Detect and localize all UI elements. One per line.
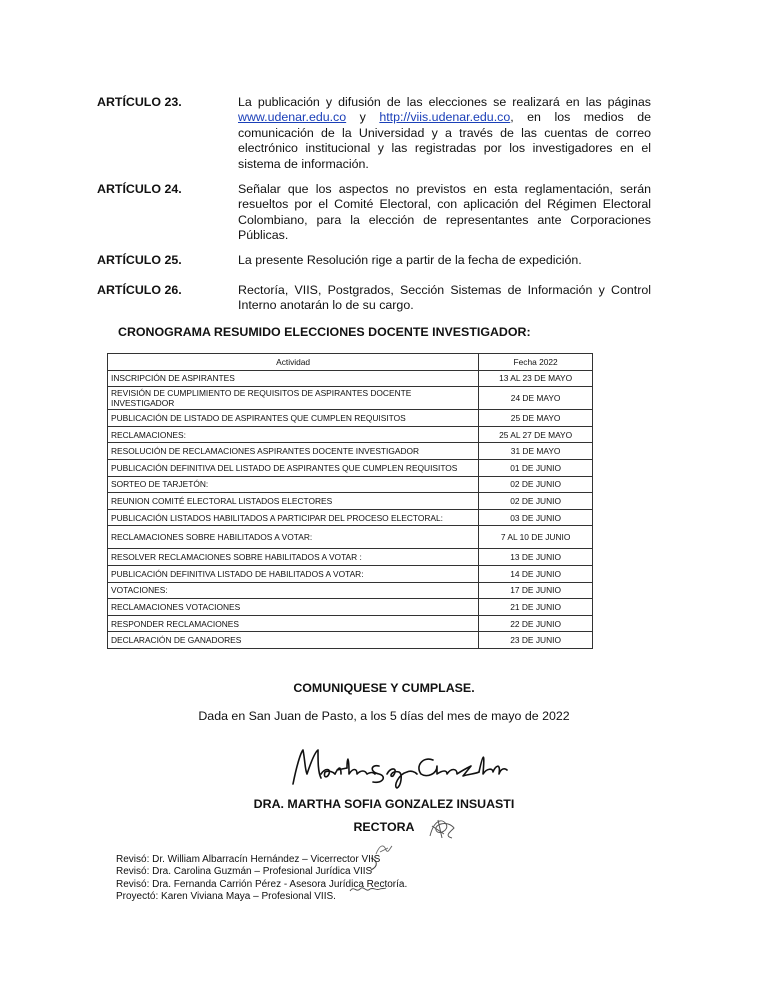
actividad-cell: RESOLVER RECLAMACIONES SOBRE HABILITADOS A VOTAR : (108, 549, 479, 566)
actividad-cell: PUBLICACIÓN LISTADOS HABILITADOS A PARTICIPAR DEL PROCESO ELECTORAL: (108, 509, 479, 526)
table-row (108, 599, 593, 616)
actividad-cell: PUBLICACIÓN DEFINITIVA LISTADO DE HABILITADOS A VOTAR: (108, 565, 479, 582)
header-fecha: Fecha 2022 (479, 354, 593, 371)
table-row (108, 493, 593, 510)
table-row (108, 459, 593, 476)
review-line: Revisó: Dr. William Albarracín Hernández – Vicerrector VIIS (116, 854, 381, 865)
rector-signature (287, 744, 512, 790)
dada-en-text: Dada en San Juan de Pasto, a los 5 días del mes de mayo de 2022 (198, 709, 570, 723)
article-text-part: La publicación y difusión de las elecciones se realizará en las páginas (238, 95, 651, 109)
fecha-cell: 01 DE JUNIO (479, 459, 593, 476)
fecha-cell: 13 DE JUNIO (479, 549, 593, 566)
fecha-cell: 03 DE JUNIO (479, 509, 593, 526)
article-label: ARTÍCULO 23. (97, 95, 182, 109)
table-row (108, 565, 593, 582)
fecha-cell: 25 AL 27 DE MAYO (479, 426, 593, 443)
signer-title: RECTORA (353, 820, 415, 834)
fecha-cell: 02 DE JUNIO (479, 493, 593, 510)
article-26 (97, 283, 651, 314)
fecha-cell: 21 DE JUNIO (479, 599, 593, 616)
table-row (108, 632, 593, 649)
udenar-link[interactable]: www.udenar.edu.co (238, 110, 347, 125)
header-actividad: Actividad (108, 354, 479, 371)
table-row (108, 549, 593, 566)
table-row (108, 443, 593, 460)
comuniquese-text: COMUNIQUESE Y CUMPLASE. (293, 681, 475, 695)
article-text: Señalar que los aspectos no previstos en esta reglamentación, serán resueltos por el Comité Electoral, con aplicación del Régimen Electoral Colombiano, para la elección de representantes ante Corporaciones Públicas. (238, 182, 651, 243)
fecha-cell: 23 DE JUNIO (479, 632, 593, 649)
actividad-cell: INSCRIPCIÓN DE ASPIRANTES (108, 370, 479, 387)
cronograma-body (108, 370, 593, 648)
article-label: ARTÍCULO 25. (97, 253, 182, 267)
article-25 (97, 253, 651, 268)
article-23 (97, 95, 651, 172)
table-row (108, 426, 593, 443)
article-24 (97, 182, 651, 244)
actividad-cell: RESOLUCIÓN DE RECLAMACIONES ASPIRANTES DOCENTE INVESTIGADOR (108, 443, 479, 460)
table-row (108, 582, 593, 599)
table-row (108, 615, 593, 632)
actividad-cell: SORTEO DE TARJETÓN: (108, 476, 479, 493)
article-text-part: y (346, 110, 380, 125)
table-row (108, 387, 593, 410)
actividad-cell: REVISIÓN DE CUMPLIMIENTO DE REQUISITOS DE ASPIRANTES DOCENTE INVESTIGADOR (108, 387, 479, 410)
fecha-cell: 25 DE MAYO (479, 410, 593, 427)
actividad-cell: DECLARACIÓN DE GANADORES (108, 632, 479, 649)
table-row (108, 509, 593, 526)
table-row (108, 370, 593, 387)
table-row (108, 410, 593, 427)
article-text: Rectoría, VIIS, Postgrados, Sección Sistemas de Información y Control Interno anotarán lo de su cargo. (238, 283, 651, 313)
review-line: Revisó: Dra. Fernanda Carrión Pérez - Asesora Jurídica Rectoría. (116, 878, 408, 890)
initials-rectora (426, 814, 458, 842)
actividad-cell: PUBLICACIÓN DEFINITIVA DEL LISTADO DE ASPIRANTES QUE CUMPLEN REQUISITOS (108, 459, 479, 476)
actividad-cell: RECLAMACIONES: (108, 426, 479, 443)
article-text-part: , en los medios de comunicación de la Universidad y a través de las cuentas de correo electrónico institucional y las registradas por los investigadores en el sistema de información. (238, 110, 651, 171)
actividad-cell: RECLAMACIONES SOBRE HABILITADOS A VOTAR: (108, 526, 479, 549)
viis-link[interactable]: http://viis.udenar.edu.co (379, 110, 511, 125)
review-line: Revisó: Dra. Carolina Guzmán – Profesional Jurídica VIIS (116, 866, 373, 878)
cronograma-table (107, 353, 593, 649)
actividad-cell: VOTACIONES: (108, 582, 479, 599)
table-header-row (108, 354, 593, 371)
article-label: ARTÍCULO 26. (97, 283, 182, 297)
article-text: La presente Resolución rige a partir de la fecha de expedición. (238, 253, 582, 267)
review-line: Proyectó: Karen Viviana Maya – Profesional VIIS. (116, 891, 336, 903)
fecha-cell: 22 DE JUNIO (479, 615, 593, 632)
actividad-cell: RESPONDER RECLAMACIONES (108, 615, 479, 632)
article-label: ARTÍCULO 24. (97, 182, 182, 196)
signer-name: DRA. MARTHA SOFIA GONZALEZ INSUASTI (253, 797, 515, 811)
cronograma-title: CRONOGRAMA RESUMIDO ELECCIONES DOCENTE INVESTIGADOR: (118, 325, 531, 339)
table-row (108, 526, 593, 549)
fecha-cell: 13 AL 23 DE MAYO (479, 370, 593, 387)
fecha-cell: 7 AL 10 DE JUNIO (479, 526, 593, 549)
fecha-cell: 17 DE JUNIO (479, 582, 593, 599)
review-block (116, 854, 407, 904)
fecha-cell: 02 DE JUNIO (479, 476, 593, 493)
fecha-cell: 24 DE MAYO (479, 387, 593, 410)
article-text (238, 95, 651, 172)
actividad-cell: REUNION COMITÉ ELECTORAL LISTADOS ELECTORES (108, 493, 479, 510)
actividad-cell: RECLAMACIONES VOTACIONES (108, 599, 479, 616)
fecha-cell: 14 DE JUNIO (479, 565, 593, 582)
actividad-cell: PUBLICACIÓN DE LISTADO DE ASPIRANTES QUE CUMPLEN REQUISITOS (108, 410, 479, 427)
fecha-cell: 31 DE MAYO (479, 443, 593, 460)
table-row (108, 476, 593, 493)
